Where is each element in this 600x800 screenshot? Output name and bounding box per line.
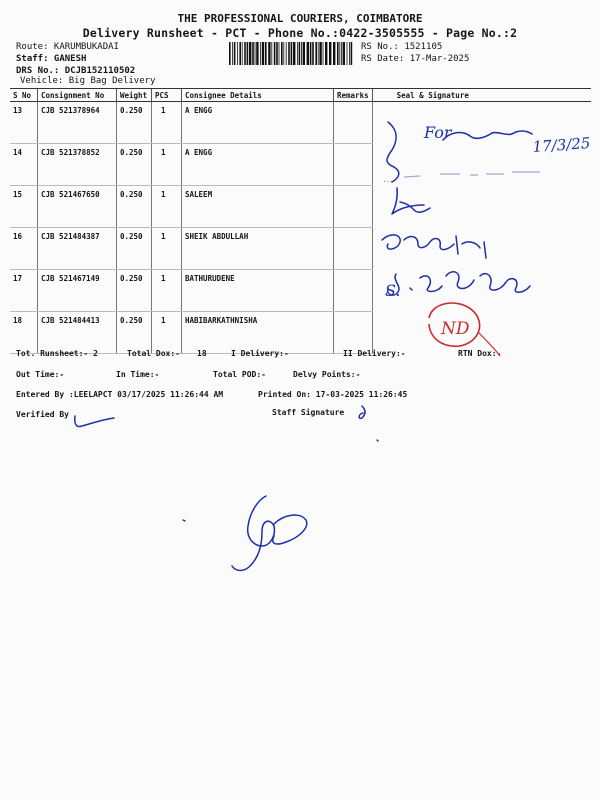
cell-consignment: CJB 521484413 [38, 312, 117, 354]
svg-text:...: ... [383, 174, 393, 185]
printed-on: Printed On: 17-03-2025 11:26:45 [258, 390, 408, 399]
cell-pcs: 1 [152, 102, 182, 144]
col-consignee: Consignee Details [182, 89, 334, 102]
cell-weight: 0.250 [117, 270, 152, 312]
cell-sno: 17 [10, 270, 38, 312]
rs-date: RS Date: 17-Mar-2025 [361, 54, 470, 64]
runsheet-title: Delivery Runsheet - PCT - Phone No.:0422-3505555 - Page No.:2 [82, 26, 518, 40]
cell-pcs: 1 [152, 228, 182, 270]
svg-text:ND: ND [441, 319, 470, 339]
cell-consignment: CJB 521378964 [38, 102, 117, 144]
total-dox-label: Total Dox:- [127, 349, 180, 358]
in-time-label: In Time:- [116, 370, 160, 379]
small-ink-tick [183, 520, 185, 521]
tamil-signature-2 [388, 272, 530, 295]
cell-weight: 0.250 [117, 102, 152, 144]
svg-text:17/3/25: 17/3/25 [532, 134, 591, 156]
rs-number: RS No.: 1521105 [361, 42, 443, 52]
cell-weight: 0.250 [117, 186, 152, 228]
cell-consignment: CJB 521467650 [38, 186, 117, 228]
entered-by: Entered By :LEELAPCT 03/17/2025 11:26:44 AM [16, 390, 224, 399]
cell-sno: 13 [10, 102, 38, 144]
cell-consignee: HABIBARKATHNISHA [182, 312, 334, 354]
cell-consignee: SALEEM [182, 186, 334, 228]
company-name: THE PROFESSIONAL COURIERS, COIMBATORE [177, 12, 423, 25]
verified-by-label: Verified By [16, 410, 69, 419]
i-delivery-label: I Delivery:- [231, 349, 289, 358]
ii-delivery-label: II Delivery:- [343, 349, 406, 358]
cell-pcs: 1 [152, 144, 182, 186]
cell-sno: 14 [10, 144, 38, 186]
col-remarks: Remarks [334, 89, 373, 102]
col-consignment: Consignment No [38, 89, 117, 102]
route-label: Route: KARUMBUKADAI [16, 42, 119, 52]
company-stamp [383, 172, 540, 185]
rtn-dox-label: RTN Dox:- [458, 349, 502, 358]
verified-by-signature [75, 416, 114, 427]
col-seal: Seal & Signature [372, 89, 591, 102]
cell-sno: 16 [10, 228, 38, 270]
cell-weight: 0.250 [117, 228, 152, 270]
cell-sno: 18 [10, 312, 38, 354]
cell-consignee: BATHURUDENE [182, 270, 334, 312]
cell-consignee: A ENGG [182, 102, 334, 144]
out-time-label: Out Time:- [16, 370, 65, 379]
col-sno: S No [10, 89, 38, 102]
second-tamil-signature [385, 281, 400, 300]
for-note [423, 123, 591, 156]
drs-number: DRS No.: DCJB152110502 [16, 66, 136, 76]
cell-consignment: CJB 521467149 [38, 270, 117, 312]
staff-signature-label: Staff Signature [272, 408, 345, 417]
staff-label: Staff: GANESH [16, 54, 87, 64]
vehicle-label: Vehicle: Big Bag Delivery [20, 76, 156, 86]
cell-consignment: CJB 521378852 [38, 144, 117, 186]
cell-weight: 0.250 [117, 312, 152, 354]
col-weight: Weight [117, 89, 152, 102]
col-pcs: PCS [152, 89, 182, 102]
cell-pcs: 1 [152, 270, 182, 312]
cell-pcs: 1 [152, 312, 182, 354]
cell-consignee: SHEIK ABDULLAH [182, 228, 334, 270]
tot-runsheet: Tot. Runsheet:- 2 [16, 349, 98, 358]
cell-pcs: 1 [152, 186, 182, 228]
svg-text:For: For [424, 123, 452, 142]
cell-consignment: CJB 521484387 [38, 228, 117, 270]
small-ink-dot [377, 440, 378, 441]
total-pod-label: Total POD:- [213, 370, 266, 379]
cell-consignee: A ENGG [182, 144, 334, 186]
total-dox-value: 18 [197, 349, 207, 358]
bracket-mark [387, 122, 399, 182]
staff-signature-mark [359, 406, 365, 418]
hand-signature [392, 188, 430, 214]
large-signature [232, 496, 307, 571]
cell-weight: 0.250 [117, 144, 152, 186]
tamil-signature-1 [382, 235, 486, 258]
delvy-points-label: Delvy Points:- [293, 370, 361, 379]
svg-text:S.: S. [385, 281, 401, 300]
cell-sno: 15 [10, 186, 38, 228]
nd-mark [429, 303, 500, 356]
